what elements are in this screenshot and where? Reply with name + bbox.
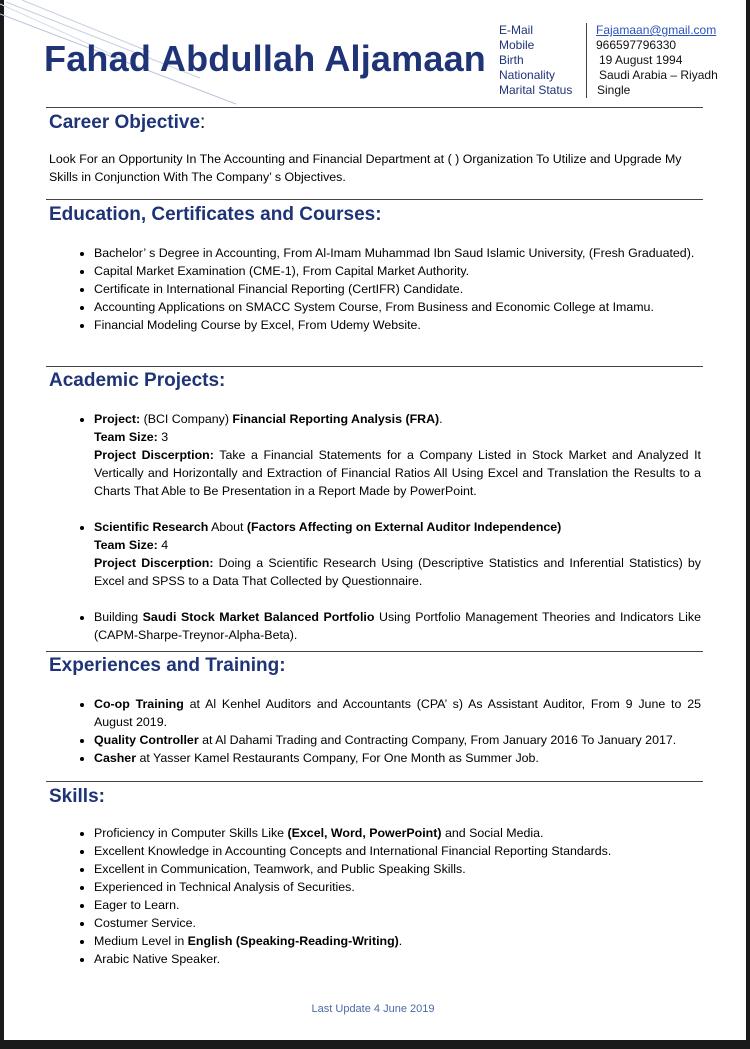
section-divider [46, 366, 703, 367]
team-size-label: Team Size: [94, 430, 158, 444]
project-label: Scientific Research [94, 520, 209, 534]
career-objective-text: Look For an Opportunity In The Accounting and Financial Department at ( ) Organization To Utilize and Upgrade My Skills in Conjunction With The Company’ s Objectives. [49, 152, 682, 184]
education-heading: Education, Certificates and Courses: [49, 204, 382, 225]
list-item: • Excellent in Communication, Teamwork, and Public Speaking Skills. [94, 860, 701, 878]
team-size-label: Team Size: [94, 538, 158, 552]
list-item: • Experienced in Technical Analysis of Securities. [94, 878, 701, 896]
list-item: • Bachelor’ s Degree in Accounting, From Al-Imam Muhammad Ibn Saud Islamic University, (Fresh Graduated). [94, 244, 701, 262]
section-divider [46, 199, 703, 200]
skill-emphasis: English (Speaking-Reading-Writing) [187, 934, 399, 948]
list-item: • Accounting Applications on SMACC System Course, From Business and Economic College at Imamu. [94, 298, 701, 316]
email-label: E-Mail [499, 23, 534, 37]
project-item [94, 608, 701, 644]
role-title: Quality Controller [94, 733, 199, 747]
list-item: • Costumer Service. [94, 914, 701, 932]
list-item: • Arabic Native Speaker. [94, 950, 701, 968]
project-name: Saudi Stock Market Balanced Portfolio [142, 610, 375, 624]
list-item: • Excellent Knowledge in Accounting Concepts and International Financial Reporting Standards. [94, 842, 701, 860]
section-divider [46, 651, 703, 652]
project-name: (Factors Affecting on External Auditor Independence) [246, 520, 562, 534]
role-detail: at Yasser Kamel Restaurants Company, For One Month as Summer Job. [136, 751, 539, 765]
projects-list [49, 410, 701, 644]
project-item [94, 410, 701, 500]
education-list [49, 244, 701, 334]
skills-list [49, 824, 701, 968]
role-detail: at Al Kenhel Auditors and Accountants (CPA’ s) As Assistant Auditor, From 9 June to 25 August 2019. [94, 697, 701, 729]
project-description-label: Project Discerption: [94, 448, 214, 462]
career-objective-title: Career Objective [49, 112, 201, 133]
contact-divider [586, 23, 587, 98]
skill-emphasis: (Excel, Word, PowerPoint) [287, 826, 442, 840]
page-border-bottom [0, 1040, 750, 1049]
role-detail: at Al Dahami Trading and Contracting Company, From January 2016 To January 2017. [198, 733, 677, 747]
skill-text: Medium Level in [94, 934, 188, 948]
section-divider [46, 107, 703, 108]
experience-list [49, 695, 701, 767]
role-title: Casher [94, 751, 137, 765]
nationality-value: Saudi Arabia – Riyadh [599, 68, 718, 82]
skill-text: and Social Media. [441, 826, 544, 840]
experience-heading: Experiences and Training: [49, 655, 286, 676]
skill-text: . [398, 934, 403, 948]
contact-labels [499, 23, 572, 98]
list-item [94, 695, 701, 731]
mobile-label: Mobile [499, 38, 535, 52]
list-item [94, 731, 701, 749]
project-label: Project: [94, 412, 141, 426]
list-item: • Financial Modeling Course by Excel, From Udemy Website. [94, 316, 701, 334]
skill-text: Proficiency in Computer Skills Like [94, 826, 288, 840]
project-org: (BCI Company) [140, 412, 233, 426]
academic-projects-heading: Academic Projects: [49, 370, 226, 391]
project-end: . [439, 412, 443, 426]
project-pre: Building [94, 610, 143, 624]
list-item: • Eager to Learn. [94, 896, 701, 914]
team-size-value: 3 [157, 430, 169, 444]
marital-status-value: Single [597, 83, 631, 97]
heading-colon: : [200, 112, 206, 133]
team-size-value: 4 [157, 538, 169, 552]
project-post: Using Portfolio Management Theories and Indicators Like (CAPM-Sharpe-Treynor-Alpha-Beta). [94, 610, 702, 642]
project-description: Doing a Scientific Research Using (Descriptive Statistics and Inferential Statistics) by Excel and SPSS to a Data That Collected by Questionnaire. [94, 556, 701, 588]
applicant-name: Fahad Abdullah Aljamaan [44, 38, 486, 79]
mobile-value: 966597796330 [596, 38, 677, 52]
project-item [94, 518, 701, 590]
project-about: About [208, 520, 247, 534]
project-description-label: Project Discerption: [94, 556, 214, 570]
project-description: Take a Financial Statements for a Company Listed in Stock Market and Analyzed It Vertically and Horizontally and Extraction of Financial Ratios All Using Excel and Translation the Results to a Charts That Able to Be Presentation in a Report Made by PowerPoint. [94, 448, 701, 498]
section-divider [46, 781, 703, 782]
list-item [94, 749, 701, 767]
list-item: • Capital Market Examination (CME-1), From Capital Market Authority. [94, 262, 701, 280]
birth-label: Birth [499, 53, 524, 67]
nationality-label: Nationality [499, 68, 556, 82]
marital-status-label: Marital Status [499, 83, 573, 97]
page-border-right [746, 0, 750, 1049]
list-item [94, 932, 701, 950]
list-item [94, 824, 701, 842]
skills-heading: Skills: [49, 786, 105, 807]
page-border-left [0, 0, 4, 1049]
contact-values [596, 23, 718, 98]
role-title: Co-op Training [94, 697, 184, 711]
last-update-footer: Last Update 4 June 2019 [311, 1003, 435, 1015]
project-name: Financial Reporting Analysis (FRA) [232, 412, 440, 426]
email-link[interactable]: Fajamaan@gmail.com [596, 23, 717, 37]
list-item: • Certificate in International Financial Reporting (CertIFR) Candidate. [94, 280, 701, 298]
career-objective-heading [49, 112, 205, 134]
birth-value: 19 August 1994 [599, 53, 683, 67]
